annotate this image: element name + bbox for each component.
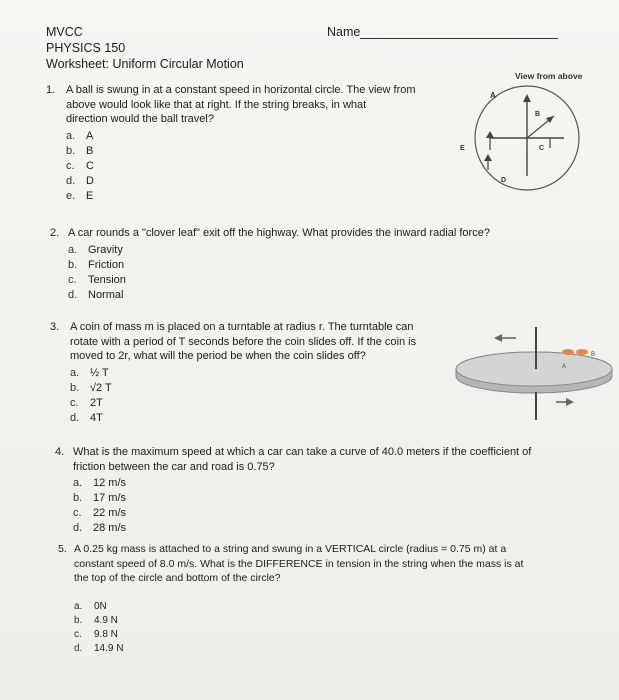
answer-option[interactable]: d. Normal [68, 288, 124, 301]
answer-option[interactable]: c. C [66, 159, 94, 172]
question-3 [50, 320, 416, 426]
answer-option[interactable]: d. 4T [70, 411, 103, 424]
answer-option[interactable]: b. 17 m/s [73, 492, 127, 504]
question-number: 4. [55, 446, 65, 458]
course-title: PHYSICS 150 [46, 41, 126, 55]
answer-option[interactable]: b. B [66, 144, 94, 157]
circle-motion-diagram [450, 80, 602, 195]
question-stem-line: A 0.25 kg mass is attached to a string and swung in a VERTICAL circle (radius = 0.75 m) at a [74, 543, 507, 555]
answer-option[interactable]: b. Friction [68, 258, 125, 271]
question-number: 2. [50, 227, 60, 239]
answer-option[interactable]: a. A [66, 129, 94, 142]
question-number: 3. [50, 321, 60, 333]
arrow-d-head [484, 154, 492, 161]
question-4 [55, 445, 531, 536]
answer-option[interactable]: c. Tension [68, 273, 126, 286]
answer-option[interactable]: d. 14.9 N [74, 642, 124, 654]
arrow-a-head [523, 94, 531, 102]
label-d: D [501, 177, 507, 184]
answer-option[interactable]: a. ½ T [70, 366, 109, 379]
coin-label-a: A [562, 364, 567, 370]
coin-label-b: B [591, 352, 596, 358]
answer-option[interactable]: d. D [66, 174, 94, 187]
label-c: C [539, 145, 545, 152]
coin-a [576, 349, 588, 355]
answer-option[interactable]: b. 4.9 N [74, 614, 118, 626]
question-stem-line: rotate with a period of T seconds before the coin slides off. If the coin is [70, 335, 417, 348]
worksheet-title: Worksheet: Uniform Circular Motion [46, 57, 244, 71]
coin-b [562, 349, 574, 355]
question-stem-line: constant speed of 8.0 m/s. What is the DIFFERENCE in tension in the string when the mass is at [74, 557, 524, 570]
question-stem-line: above would look like that at right. If the string breaks, in what [66, 98, 367, 111]
question-stem-line: the top of the circle and bottom of the circle? [74, 572, 281, 584]
name-blank-line [360, 38, 558, 39]
answer-option[interactable]: c. 2T [70, 396, 103, 409]
school-name: MVCC [46, 25, 83, 39]
question-number: 5. [58, 543, 67, 555]
answer-option[interactable]: e. E [66, 189, 94, 202]
answer-option[interactable]: c. 9.8 N [74, 628, 118, 640]
question-stem-line: moved to 2r, what will the period be when the coin slides off? [70, 350, 366, 362]
question-2 [50, 226, 490, 303]
answer-option[interactable]: c. 22 m/s [73, 507, 127, 519]
label-e: E [460, 145, 465, 152]
answer-option[interactable]: a. 12 m/s [73, 477, 127, 489]
question-stem-line: A car rounds a "clover leaf" exit off the highway. What provides the inward radial force? [68, 227, 490, 239]
answer-option[interactable]: a. 0N [74, 600, 107, 612]
diagram-caption: View from above [515, 71, 583, 81]
question-stem-line: A coin of mass m is placed on a turntable at radius r. The turntable can [70, 321, 414, 333]
arrow-e-head [486, 131, 494, 138]
question-stem-line: What is the maximum speed at which a car can take a curve of 40.0 meters if the coefficient of [73, 446, 532, 458]
question-number: 1. [46, 84, 56, 96]
label-b: B [535, 111, 541, 118]
turntable-diagram [450, 322, 615, 422]
answer-option[interactable]: a. Gravity [68, 243, 123, 256]
question-stem-line: friction between the car and road is 0.75? [73, 460, 275, 473]
answer-option[interactable]: b. √2 T [70, 381, 112, 394]
name-label: Name [327, 25, 361, 39]
question-5 [58, 542, 523, 656]
question-stem-line: A ball is swung in at a constant speed in horizontal circle. The view from [66, 84, 416, 96]
question-1 [46, 83, 416, 204]
question-stem-line: direction would the ball travel? [66, 113, 214, 125]
label-a: A [490, 91, 496, 100]
answer-option[interactable]: d. 28 m/s [73, 522, 127, 534]
